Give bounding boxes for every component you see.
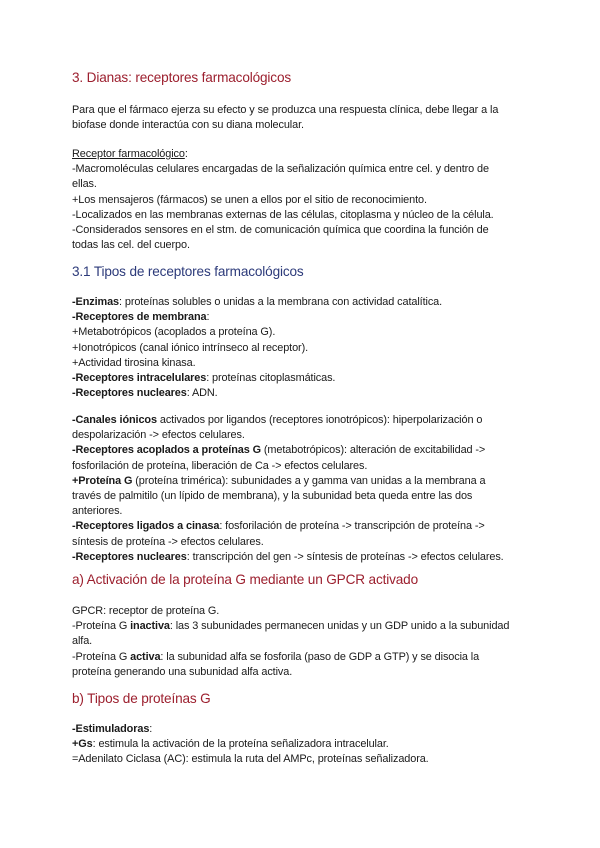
receptor-line: +Los mensajeros (fármacos) se unen a ellos por el sitio de reconocimiento. — [72, 193, 427, 206]
gpcr-line: GPCR: receptor de proteína G. — [72, 605, 220, 617]
gpcr-line: -Proteína G inactiva: las 3 subunidades permanecen unidas y un GDP unido a la subunidad — [72, 620, 510, 633]
list-subitem: +Metabotrópicos (acoplados a proteína G). — [72, 326, 276, 339]
list-item: -Receptores acoplados a proteínas G (metabotrópicos): alteración de excitabilidad -> — [72, 444, 486, 457]
intro-paragraph — [72, 103, 532, 133]
efectos-list — [72, 413, 532, 565]
list-item: -Receptores nucleares: ADN. — [72, 387, 218, 400]
receptor-line: -Considerados sensores en el stm. de comunicación química que coordina la función de — [72, 224, 489, 237]
list-subitem: +Ionotrópicos (canal iónico intrínseco al receptor). — [72, 341, 309, 354]
list-item: -Receptores nucleares: transcripción del gen -> síntesis de proteínas -> efectos celulares. — [72, 550, 504, 563]
heading-activacion: a) Activación de la proteína G mediante un GPCR activado — [72, 572, 418, 587]
list-item-cont: fosforilación de proteína, liberación de Ca -> efectos celulares. — [72, 459, 368, 472]
intro-line: biofase donde interactúa con su diana molecular. — [72, 119, 304, 132]
list-item: -Estimuladoras: — [72, 723, 153, 735]
gpcr-line: -Proteína G activa: la subunidad alfa se fosforila (paso de GDP a GTP) y se disocia la — [72, 650, 480, 663]
list-subitem: +Proteína G (proteína trimérica): subunidades a y gamma van unidas a la membrana a — [72, 474, 486, 487]
tipos-list — [72, 295, 532, 401]
gpcr-line: alfa. — [72, 635, 93, 648]
list-item-cont: anteriores. — [72, 505, 123, 518]
heading-dianas: 3. Dianas: receptores farmacológicos — [72, 70, 292, 85]
list-item: -Receptores de membrana: — [72, 311, 210, 324]
receptor-title-text: Receptor farmacológico — [72, 148, 185, 160]
receptor-line: -Macromoléculas celulares encargadas de la señalización química entre cel. y dentro de — [72, 163, 489, 176]
estimuladoras-list — [72, 722, 532, 768]
heading-tipos-receptores: 3.1 Tipos de receptores farmacológicos — [72, 264, 304, 279]
receptor-section — [72, 147, 532, 253]
gpcr-paragraph — [72, 604, 532, 680]
list-item-cont: síntesis de proteína -> efectos celulares. — [72, 535, 264, 548]
list-item-cont: despolarización -> efectos celulares. — [72, 429, 245, 442]
intro-line: Para que el fármaco ejerza su efecto y se produzca una respuesta clínica, debe llegar a la — [72, 104, 499, 116]
list-item: -Canales iónicos activados por ligandos (receptores ionotrópicos): hiperpolarización o — [72, 414, 483, 426]
receptor-line: ellas. — [72, 178, 97, 191]
list-subitem: +Actividad tirosina kinasa. — [72, 356, 196, 369]
heading-tipos-proteinas-g: b) Tipos de proteínas G — [72, 691, 211, 706]
list-subitem: +Gs: estimula la activación de la proteína señalizadora intracelular. — [72, 738, 389, 751]
list-item: -Enzimas: proteínas solubles o unidas a la membrana con actividad catalítica. — [72, 296, 443, 308]
list-item: -Receptores intracelulares: proteínas citoplasmáticas. — [72, 372, 336, 385]
receptor-title: Receptor farmacológico: — [72, 148, 188, 160]
receptor-line: -Localizados en las membranas externas de las células, citoplasma y núcleo de la célula. — [72, 208, 494, 221]
gpcr-line: proteína generando una subunidad alfa activa. — [72, 665, 293, 678]
list-subitem: =Adenilato Ciclasa (AC): estimula la ruta del AMPc, proteínas señalizadora. — [72, 753, 429, 766]
list-item-cont: través de palmitilo (un lípido de membrana), y la subunidad beta queda entre las dos — [72, 490, 473, 503]
list-item: -Receptores ligados a cinasa: fosforilación de proteína -> transcripción de proteína -> — [72, 520, 485, 533]
receptor-line: todas las cel. del cuerpo. — [72, 239, 190, 252]
